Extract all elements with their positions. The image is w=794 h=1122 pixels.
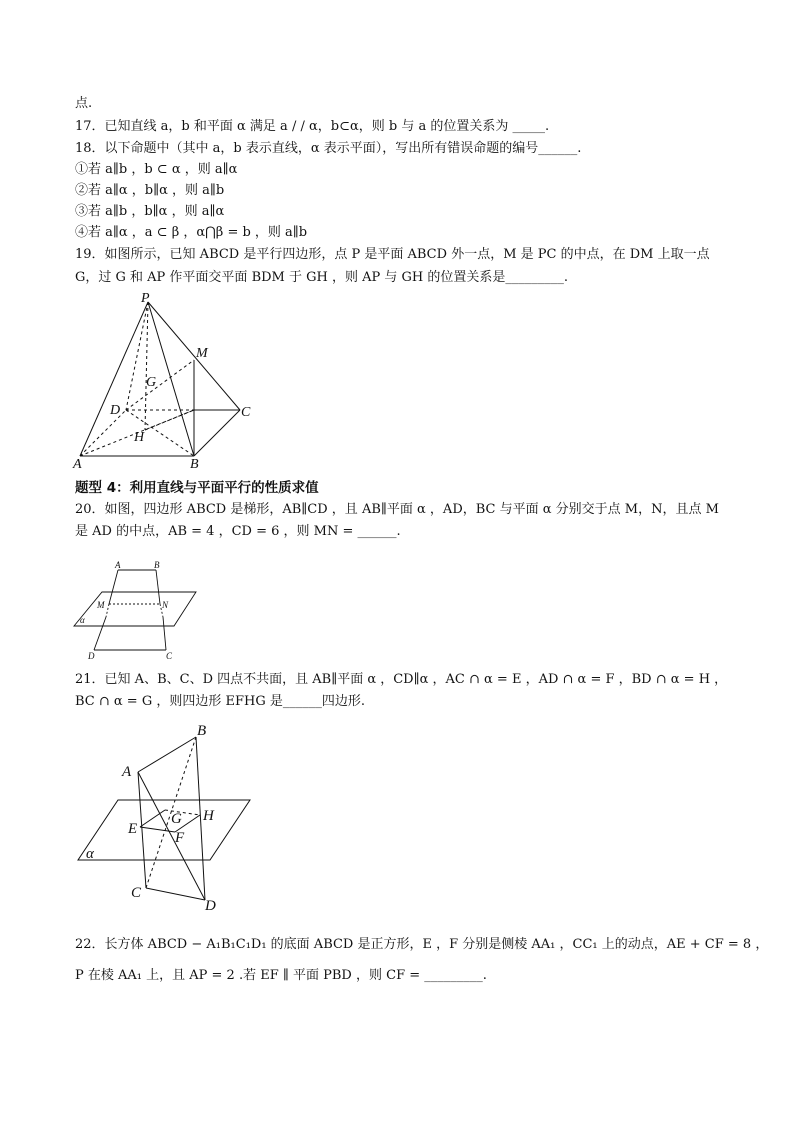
label-D: D — [205, 898, 216, 914]
label-H: H — [203, 808, 214, 824]
label-B: B — [154, 560, 160, 570]
section-heading-type-4: 题型 4：利用直线与平面平行的性质求值 — [75, 480, 319, 496]
label-C: C — [166, 651, 173, 660]
label-E: E — [128, 821, 138, 837]
label-C: C — [241, 405, 251, 420]
question-21-line-1: 21．已知 A、B、C、D 四点不共面，且 AB∥平面 α ，CD∥α ，AC ∩ α = E ，AD ∩ α = F ，BD ∩ α = H ， — [75, 672, 728, 687]
question-19-line-2: G，过 G 和 AP 作平面交平面 BDM 于 GH ，则 AP 与 GH 的位置关系是_________. — [75, 270, 568, 285]
label-A: A — [115, 560, 121, 570]
label-P: P — [141, 291, 150, 306]
question-17: 17．已知直线 a，b 和平面 α 满足 a / / α，b⊂α，则 b 与 a 的位置关系为 _____. — [75, 119, 550, 134]
question-18-option-2: ②若 a∥α ，b∥α ，则 a∥b — [75, 183, 225, 198]
figure-q19-pyramid — [60, 285, 280, 475]
figure-q21-tetrahedron-plane — [70, 715, 260, 915]
question-21-line-2: BC ∩ α = G ，则四边形 EFHG 是______四边形. — [75, 694, 365, 709]
label-G: G — [146, 375, 157, 390]
question-22-line-1: 22．长方体 ABCD − A₁B₁C₁D₁ 的底面 ABCD 是正方形，E ，F 分别是侧棱 AA₁ ，CC₁ 上的动点，AE + CF = 8 ， — [75, 937, 769, 952]
question-20-line-2: 是 AD 的中点，AB = 4 ，CD = 6 ，则 MN = ______. — [75, 524, 401, 539]
label-M: M — [196, 346, 208, 361]
label-D: D — [110, 403, 121, 418]
label-G: G — [171, 811, 182, 827]
question-18-option-1: ①若 a∥b ，b ⊂ α ，则 a∥α — [75, 162, 238, 177]
label-B: B — [190, 457, 199, 472]
label-alpha: α — [86, 846, 94, 862]
label-D: D — [88, 651, 95, 660]
question-19-line-1: 19．如图所示，已知 ABCD 是平行四边形，点 P 是平面 ABCD 外一点，M 是 PC 的中点，在 DM 上取一点 — [75, 247, 710, 262]
continued-text: 点. — [75, 96, 93, 111]
label-A: A — [73, 457, 82, 472]
figure-q20-trapezoid-plane — [65, 555, 210, 660]
question-20-line-1: 20．如图，四边形 ABCD 是梯形，AB∥CD ，且 AB∥平面 α ，AD，BC 与平面 α 分别交于点 M，N，且点 M — [75, 502, 719, 517]
question-18-option-3: ③若 a∥b ，b∥α ，则 a∥α — [75, 204, 225, 219]
label-H: H — [134, 430, 145, 445]
question-22-line-2: P 在棱 AA₁ 上，且 AP = 2 .若 EF ∥ 平面 PBD ，则 CF = _________. — [75, 968, 487, 983]
label-C: C — [131, 885, 142, 901]
question-18-option-4: ④若 a∥α ，a ⊂ β ，α⋂β = b ，则 a∥b — [75, 225, 308, 240]
label-N: N — [162, 600, 169, 610]
question-18: 18．以下命题中（其中 a，b 表示直线，α 表示平面），写出所有错误命题的编号______. — [75, 141, 582, 156]
label-A: A — [122, 764, 132, 780]
label-F: F — [175, 830, 185, 846]
label-alpha: α — [80, 615, 85, 625]
label-M: M — [97, 600, 105, 610]
label-B: B — [197, 723, 207, 739]
